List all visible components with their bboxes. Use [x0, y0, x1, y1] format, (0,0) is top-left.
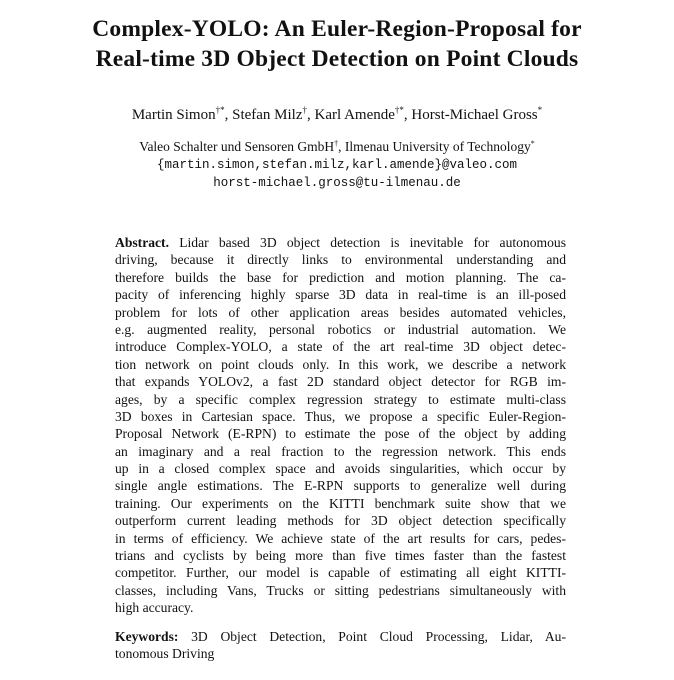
abstract-line: 3D boxes in Cartesian space. Thus, we propose a specific Euler-Region- [115, 408, 566, 424]
abstract-text: Lidar based 3D object detection is inevitable for autonomous [168, 235, 566, 250]
title-line-2: Real-time 3D Object Detection on Point Clouds [95, 46, 579, 72]
abstract-line: that expands YOLOv2, a fast 2D standard object detector for RGB im- [115, 374, 566, 390]
abstract-line: up in a closed complex space and avoids singularities, which occur by [115, 461, 566, 477]
keywords-text: 3D Object Detection, Point Cloud Processing, Lidar, Au- [178, 629, 566, 644]
abstract-line: single angle estimations. The E-RPN supports to generalize well during [115, 478, 566, 494]
author-list: Martin Simon†*, Stefan Milz†, Karl Amende†*, Horst-Michael Gross* [131, 105, 543, 123]
author-marks: †* [394, 105, 404, 115]
author-marks: * [537, 105, 543, 115]
abstract-line [115, 234, 566, 251]
title-line-1: Complex-YOLO: An Euler-Region-Proposal for [92, 16, 582, 42]
abstract-line: problem for lots of other application areas besides automated vehicles, [115, 304, 566, 320]
keywords-line: tonomous Driving [115, 646, 215, 662]
abstract-line: competitor. Further, our model is capable of estimating all eight KITTI- [115, 565, 566, 581]
author-name: Martin Simon [131, 107, 216, 123]
affiliation-mark: † [334, 139, 339, 148]
abstract-line: tion network on point clouds only. In this work, we describe a network [115, 356, 566, 372]
keywords-label: Keywords: [115, 629, 179, 644]
abstract-line: outperform current leading methods for 3D object detection specifically [115, 513, 566, 529]
abstract-line: in terms of efficiency. We achieve state of the art results for cars, pedes- [115, 530, 566, 546]
abstract-line: trians and cyclists by being more than five times faster than the fastest [115, 548, 566, 564]
author-name: Karl Amende [314, 107, 395, 123]
abstract-label: Abstract. [115, 235, 169, 250]
author-name: Stefan Milz [232, 107, 303, 123]
email-line-1: {martin.simon,stefan.milz,karl.amende}@valeo.com [156, 158, 518, 172]
abstract-line: training. Our experiments on the KITTI benchmark suite show that we [115, 495, 566, 511]
abstract-line: introduce Complex-YOLO, a state of the art real-time 3D object detec- [115, 339, 566, 355]
abstract-line: classes, including Vans, Trucks or sitting pedestrians simultaneously with [115, 582, 566, 598]
affiliation-line: Valeo Schalter und Sensoren GmbH†, Ilmenau University of Technology* [139, 139, 535, 154]
abstract-line: e.g. augmented reality, personal robotics or industrial automation. We [115, 321, 566, 337]
paper-title [0, 14, 674, 74]
abstract-line: therefore builds the base for prediction and motion planning. The ca- [115, 269, 566, 285]
keywords-line [115, 628, 566, 645]
author-marks: †* [215, 105, 225, 115]
keywords [115, 628, 566, 663]
author-marks: † [302, 105, 308, 115]
abstract-line: pacity of inferencing highly sparse 3D data in real-time is an ill-posed [115, 287, 566, 303]
email-line-2: horst-michael.gross@tu-ilmenau.de [213, 176, 461, 190]
affiliations [0, 138, 674, 192]
affiliation-name: Ilmenau University of Technology [344, 139, 531, 154]
abstract [115, 234, 566, 617]
abstract-line: an imaginary and a real fraction to the regression network. This ends [115, 443, 566, 459]
abstract-line: ages, by a specific complex regression strategy to estimate multi-class [115, 391, 566, 407]
abstract-line: high accuracy. [115, 600, 194, 616]
author-name: Horst-Michael Gross [411, 107, 538, 123]
abstract-line: driving, because it directly links to environmental understanding and [115, 252, 566, 268]
affiliation-name: Valeo Schalter und Sensoren GmbH [139, 139, 335, 154]
abstract-line: Proposal Network (E-RPN) to estimate the pose of the object by adding [115, 426, 566, 442]
affiliation-mark: * [530, 139, 535, 148]
